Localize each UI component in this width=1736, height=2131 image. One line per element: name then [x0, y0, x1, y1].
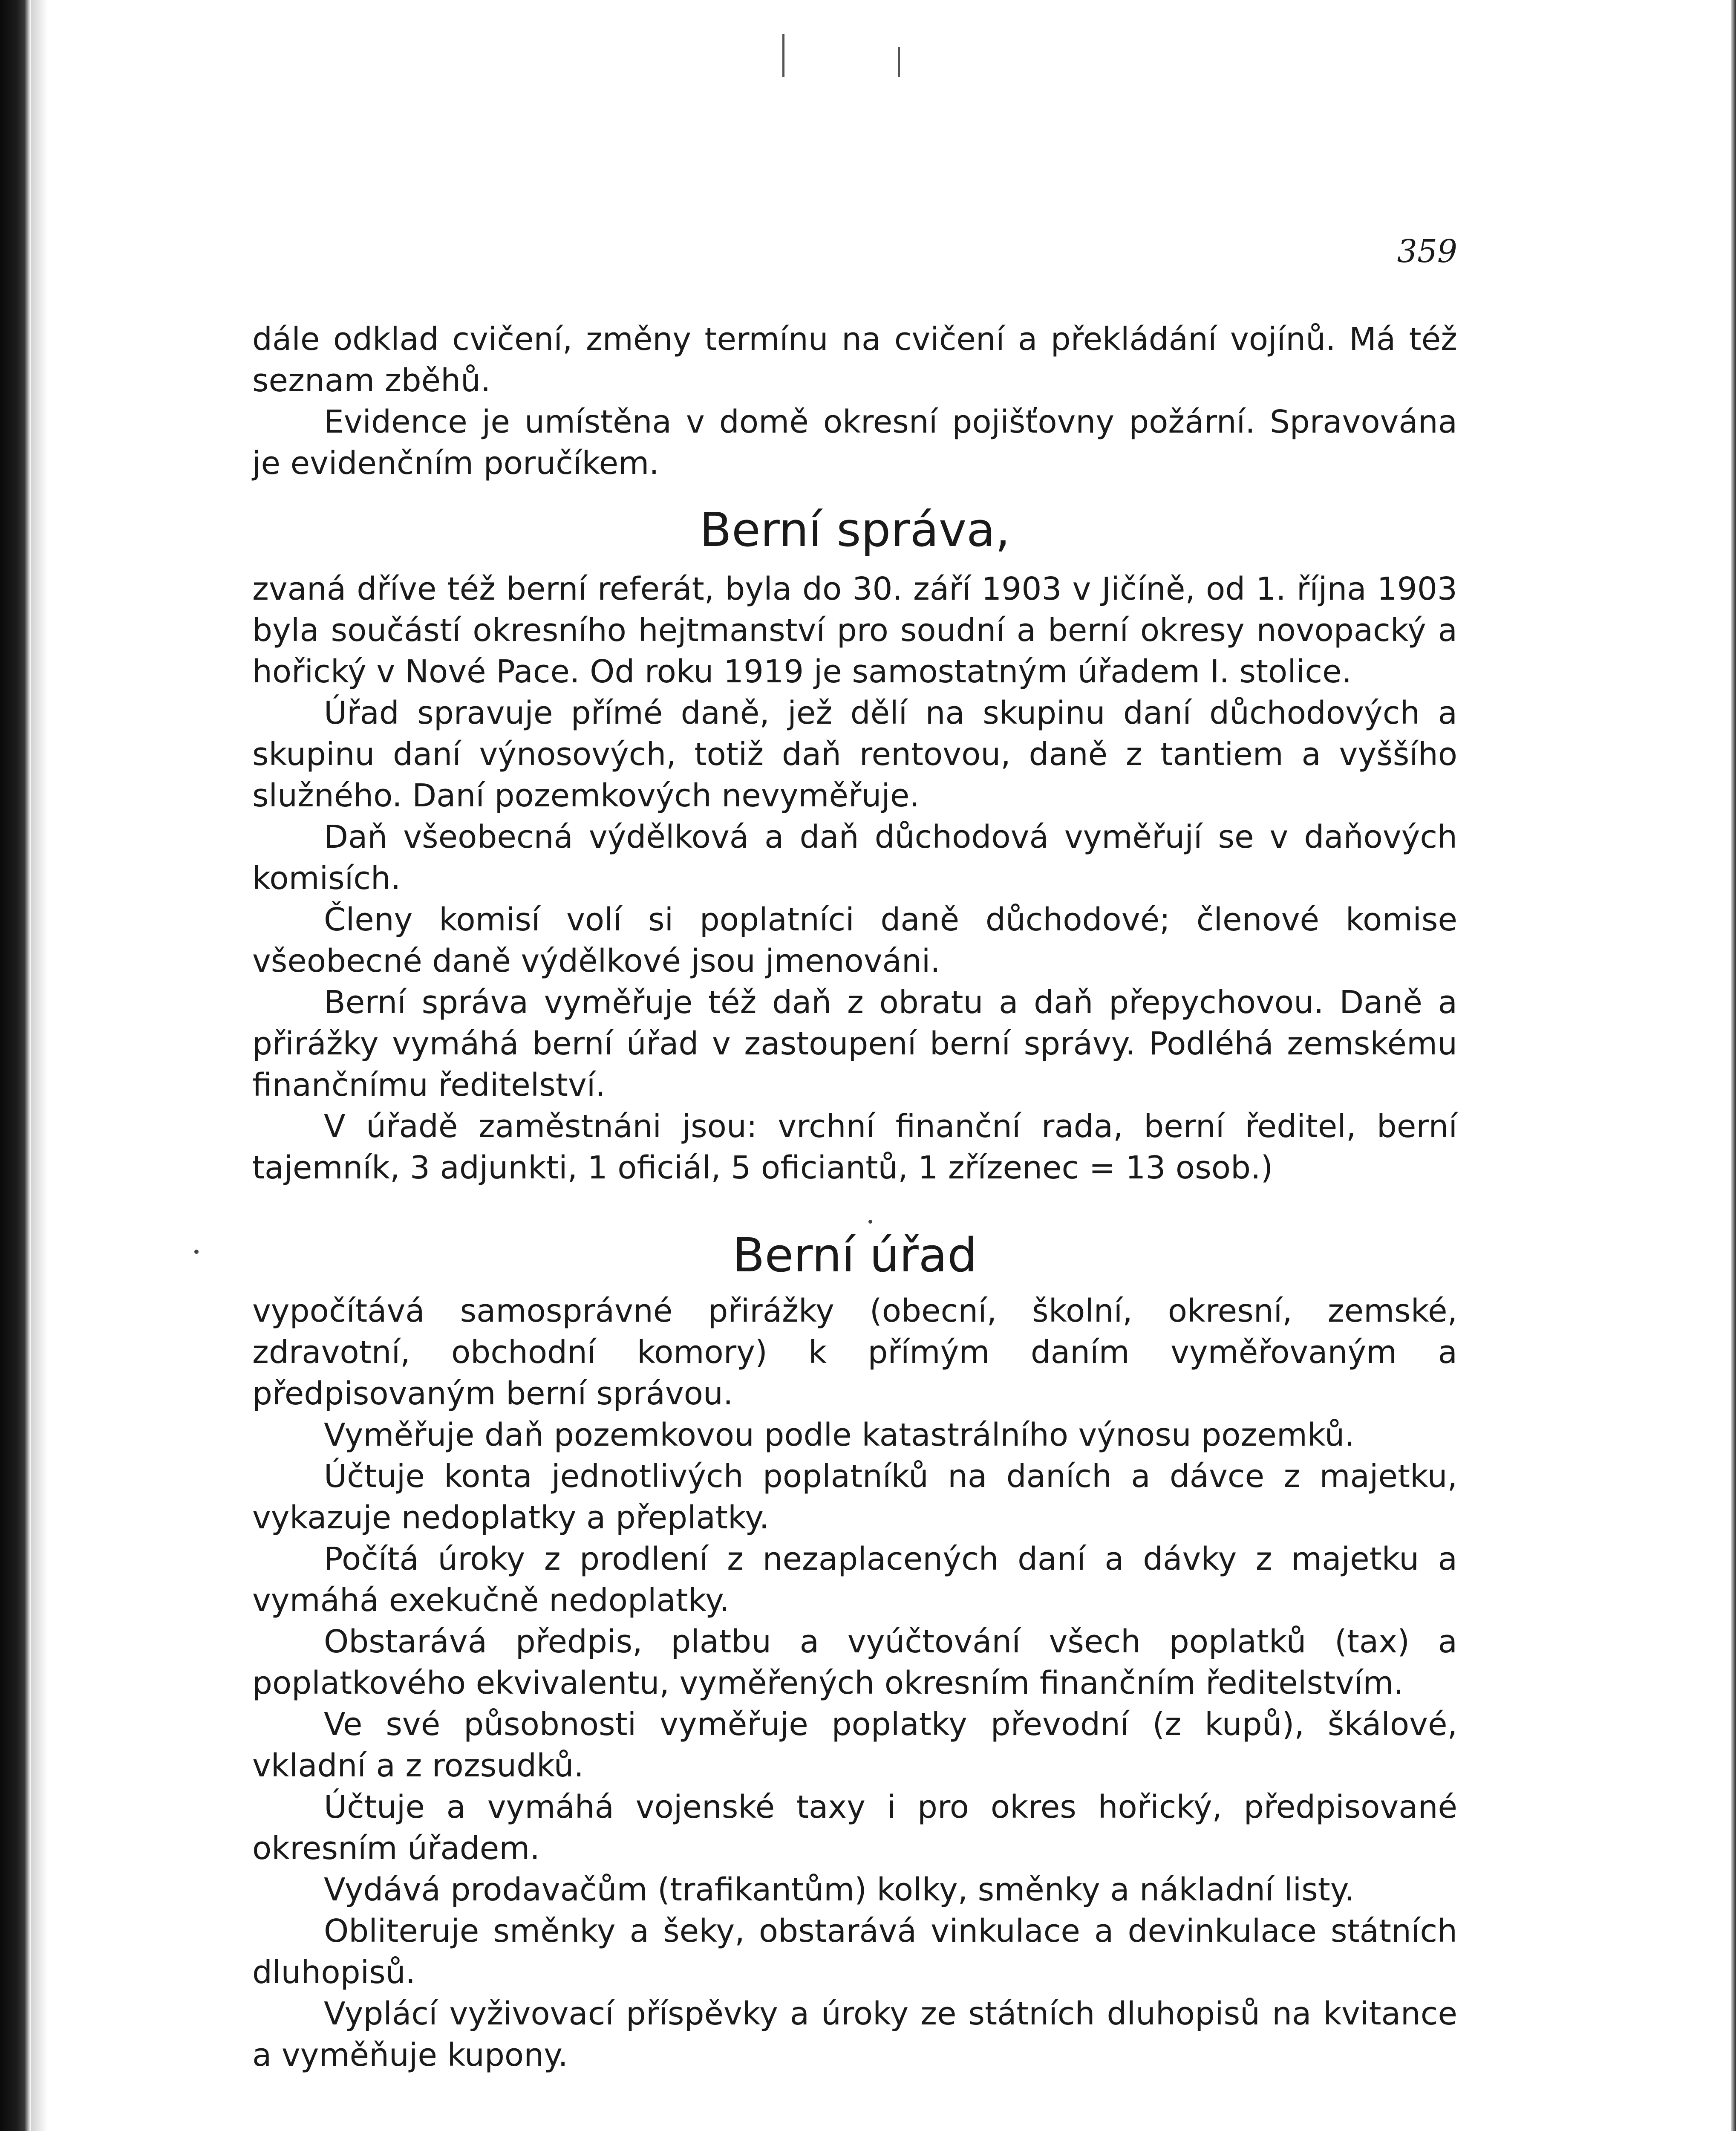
paragraph: Vyměřuje daň pozemkovou podle katastrálního výnosu pozemků. [324, 1417, 1355, 1453]
paragraph: Daň všeobecná výdělková a daň důchodová vyměřují se v daňových komisích. [252, 819, 1457, 897]
paragraph: Obstarává předpis, platbu a vyúčtování všech poplatků (tax) a poplatkového ekvivalentu, vyměřených okresním finančním ředitelstvím. [252, 1623, 1457, 1701]
scan-artifact-line [782, 34, 784, 77]
paragraph: Evidence je umístěna v domě okresní pojišťovny požární. Spravována je evidenčním poručíkem. [252, 404, 1457, 482]
paragraph: Ve své působnosti vyměřuje poplatky převodní (z kupů), škálové, vkladní a z rozsudků. [252, 1706, 1457, 1784]
paragraph: zvaná dříve též berní referát, byla do 30. září 1903 v Jičíně, od 1. října 1903 byla součástí okresního hejtmanství pro soudní a berní okresy novopacký a hořický v Nové Pace. Od roku 1919 je samostatným úřadem I. stolice. [252, 571, 1457, 690]
paragraph: Členy komisí volí si poplatníci daně důchodové; členové komise všeobecné daně výdělkové jsou jmenováni. [252, 901, 1457, 979]
section-heading-berni-sprava: Berní správa, [699, 502, 1010, 557]
section-heading-berni-urad: Berní úřad [732, 1228, 977, 1282]
section-berni-sprava-text [252, 569, 1457, 1189]
page-number: 359 [1397, 233, 1457, 270]
scan-artifact-line [898, 47, 900, 77]
scan-left-shade [31, 0, 48, 2131]
paragraph: Berní správa vyměřuje též daň z obratu a daň přepychovou. Daně a přirážky vymáhá berní úřad v zastoupení berní správy. Podléhá zemskému finančnímu ředitelství. [252, 984, 1457, 1103]
paragraph: V úřadě zaměstnáni jsou: vrchní finanční rada, berní ředitel, berní tajemník, 3 adjunkti, 1 oficiál, 5 oficiantů, 1 zřízenec = 13 osob.) [252, 1108, 1457, 1186]
intro-text [252, 319, 1457, 484]
paragraph: Počítá úroky z prodlení z nezaplacených daní a dávky z majetku a vymáhá exekučně nedoplatky. [252, 1541, 1457, 1619]
paragraph: dále odklad cvičení, změny termínu na cvičení a překládání vojínů. Má též seznam zběhů. [252, 321, 1457, 399]
scan-artifact-dot [868, 1220, 872, 1224]
paragraph: Vyplácí vyživovací příspěvky a úroky ze státních dluhopisů na kvitance a vyměňuje kupony. [252, 1995, 1457, 2073]
paragraph: vypočítává samosprávné přirážky (obecní, školní, okresní, zemské, zdravotní, obchodní komory) k přímým daním vyměřovaným a předpisovaným berní správou. [252, 1293, 1457, 1412]
scan-artifact-dot [194, 1250, 199, 1254]
paragraph: Účtuje konta jednotlivých poplatníků na daních a dávce z majetku, vykazuje nedoplatky a přeplatky. [252, 1458, 1457, 1536]
scan-right-edge [1731, 0, 1736, 2131]
paragraph: Účtuje a vymáhá vojenské taxy i pro okres hořický, předpisované okresním úřadem. [252, 1789, 1457, 1867]
paragraph: Úřad spravuje přímé daně, jež dělí na skupinu daní důchodových a skupinu daní výnosových, totiž daň rentovou, daně z tantiem a vyššího služného. Daní pozemkových nevyměřuje. [252, 695, 1457, 814]
section-berni-urad-text [252, 1291, 1457, 2076]
paragraph: Obliteruje směnky a šeky, obstarává vinkulace a devinkulace státních dluhopisů. [252, 1913, 1457, 1991]
paragraph: Vydává prodavačům (trafikantům) kolky, směnky a nákladní listy. [324, 1871, 1355, 1908]
scan-left-edge [0, 0, 31, 2131]
